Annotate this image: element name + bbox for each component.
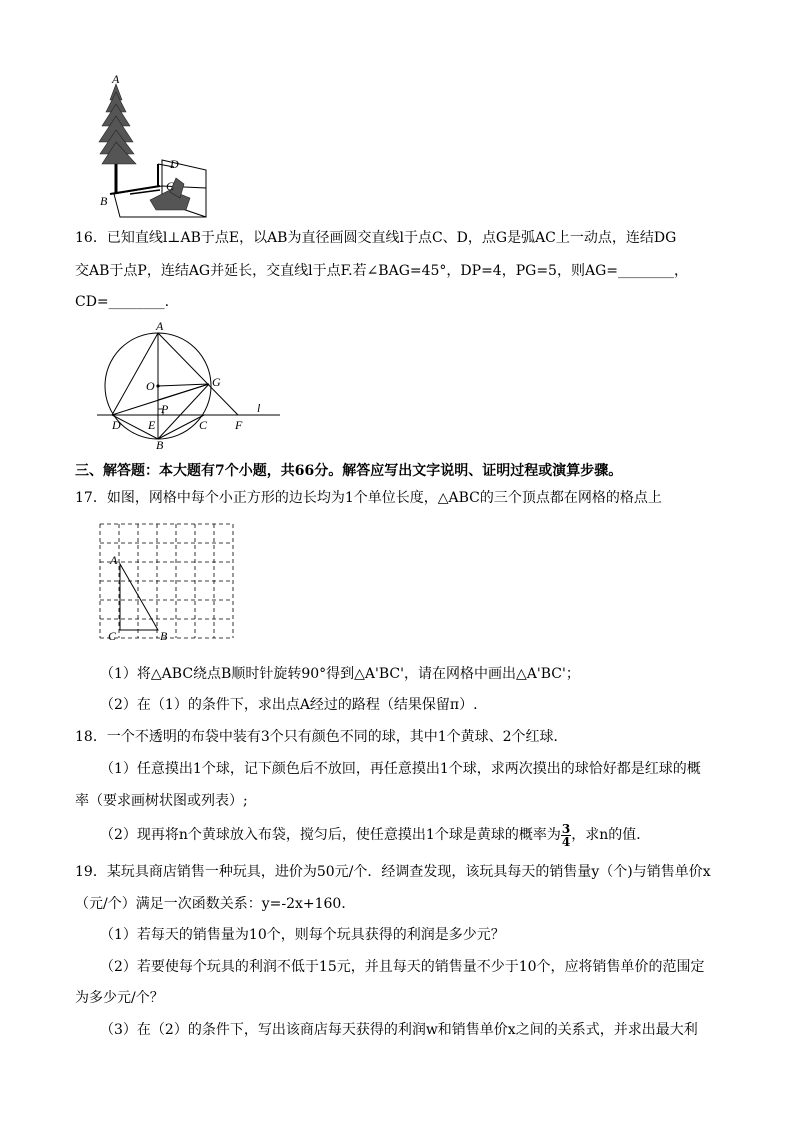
q16-line2: 交AB于点P，连结AG并延长，交直线l于点F.若∠BAG=45°，DP=4，PG=5，则AG=________， [75, 263, 688, 279]
q17-part1: （1）将△ABC绕点B顺时针旋转90°得到△A'BC'，请在网格中画出△A'BC'； [100, 666, 580, 682]
fraction-numerator: 3 [561, 821, 571, 836]
q19-part1: （1）若每天的销售量为10个，则每个玩具获得的利润是多少元？ [100, 927, 505, 943]
grid-label-c: C [108, 629, 117, 643]
q18-part2-pre: （2）现再将n个黄球放入布袋，搅匀后，使任意摸出1个球是黄球的概率为 [100, 827, 561, 843]
q17-intro: 17．如图，网格中每个小正方形的边长均为1个单位长度，△ABC的三个顶点都在网格的格点上 [75, 490, 662, 506]
q18-part2-post: ，求n的值． [571, 827, 651, 843]
q18-part2 [100, 822, 780, 848]
grid-figure [92, 520, 228, 650]
q17-part2: （2）在（1）的条件下，求出点A经过的路程（结果保留π）. [100, 697, 478, 713]
circle-label-b: B [156, 438, 164, 452]
q18-fraction [561, 823, 571, 848]
tree-label-a: A [112, 72, 120, 86]
circle-label-o: O [146, 379, 155, 393]
q16-line1: 16．已知直线l⊥AB于点E，以AB为直径画圆交直线l于点C、D，点G是弧AC上一动点，连结DG [75, 230, 677, 246]
q18-intro: 18．一个不透明的布袋中装有3个只有颜色不同的球，其中1个黄球、2个红球． [75, 729, 568, 745]
q19-part2-line1: （2）若要使每个玩具的利润不低于15元，并且每天的销售量不少于10个，应将销售单价的范围定 [100, 959, 705, 975]
circle-label-a: A [156, 319, 164, 333]
tree-figure [90, 72, 220, 222]
q19-part3: （3）在（2）的条件下，写出该商店每天获得的利润w和销售单价x之间的关系式，并求出最大利 [100, 1022, 698, 1038]
q19-line2: （元/个）满足一次函数关系：y=-2x+160． [75, 896, 356, 912]
circle-label-l: l [257, 401, 261, 415]
grid-label-a: A [110, 553, 118, 567]
circle-label-f: F [235, 418, 243, 432]
fraction-denominator: 4 [561, 834, 571, 849]
q18-part1-line2: 率（要求画树状图或列表）; [75, 793, 248, 809]
circle-label-e: E [148, 418, 156, 432]
q19-part2-line2: 为多少元/个？ [75, 990, 164, 1006]
grid-label-b: B [160, 629, 168, 643]
q19-line1: 19．某玩具商店销售一种玩具，进价为50元/个．经调查发现，该玩具每天的销售量y（个)与销售单价x [75, 864, 711, 880]
q18-part1-line1: （1）任意摸出1个球，记下颜色后不放回，再任意摸出1个球，求两次摸出的球恰好都是红球的概 [100, 761, 701, 777]
circle-label-g: G [212, 375, 221, 389]
tree-label-b: B [100, 194, 108, 208]
section-3-heading: 三、解答题：本大题有7个小题，共66分。解答应写出文字说明、证明过程或演算步骤。 [75, 463, 623, 479]
circle-label-c: C [199, 418, 208, 432]
tree-label-c: C [166, 179, 175, 193]
circle-label-d: D [112, 418, 121, 432]
circle-figure [95, 319, 285, 452]
tree-label-d: D [170, 157, 179, 171]
circle-label-p: P [161, 402, 169, 416]
q16-line3: CD=________. [75, 294, 170, 310]
